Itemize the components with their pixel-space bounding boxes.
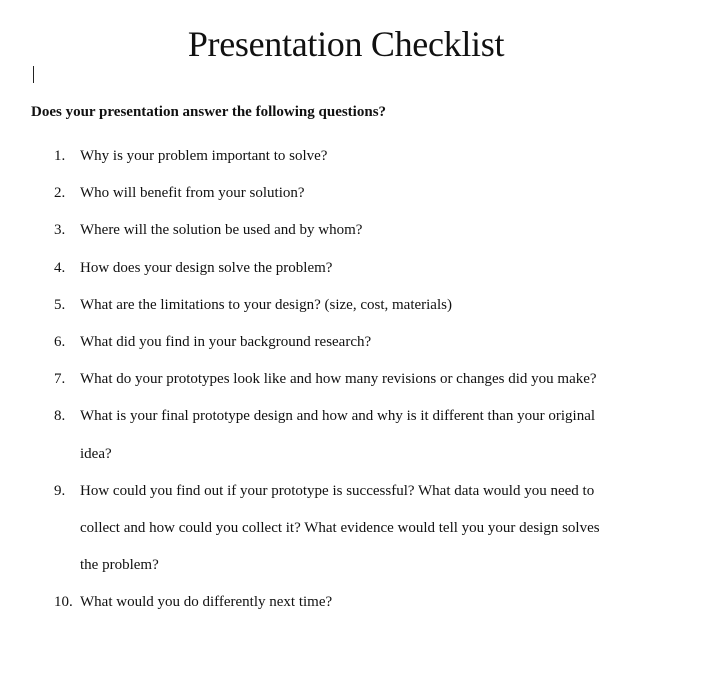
question-number: 2.: [54, 185, 66, 202]
question-item: [0, 138, 712, 175]
question-list: [0, 138, 712, 622]
question-text: How could you find out if your prototype is successful? What data would you need to: [80, 482, 595, 499]
question-number: 3.: [54, 222, 66, 239]
question-item: [0, 175, 712, 212]
question-item: [0, 473, 712, 585]
question-item: [0, 398, 712, 472]
question-item: [0, 250, 712, 287]
question-text: What is your final prototype design and how and why is it different than your original: [80, 408, 596, 425]
question-text: Who will benefit from your solution?: [80, 185, 305, 202]
question-text: idea?: [80, 445, 112, 462]
question-number: 4.: [54, 259, 66, 276]
question-number: 10.: [54, 594, 73, 611]
question-item: [0, 584, 712, 621]
question-number: 9.: [54, 482, 66, 499]
question-item: [0, 361, 712, 398]
question-item: [0, 324, 712, 361]
question-text: What would you do differently next time?: [80, 594, 333, 611]
question-number: 6.: [54, 334, 66, 351]
question-text: Why is your problem important to solve?: [80, 148, 328, 164]
question-text: the problem?: [80, 557, 159, 574]
question-number: 8.: [54, 408, 66, 425]
question-item: [0, 212, 712, 249]
section-heading: Does your presentation answer the following questions?: [31, 104, 387, 120]
question-number: 5.: [54, 296, 66, 313]
question-number: 7.: [54, 371, 66, 388]
question-item: [0, 287, 712, 324]
question-text: collect and how could you collect it? What evidence would tell you your design solves: [80, 520, 600, 537]
document-title: Presentation Checklist: [187, 24, 505, 64]
question-text: What are the limitations to your design? (size, cost, materials): [80, 296, 452, 313]
question-text: How does your design solve the problem?: [80, 259, 333, 276]
question-text: Where will the solution be used and by whom?: [80, 222, 363, 239]
question-number: 1.: [54, 148, 66, 164]
question-text: What did you find in your background research?: [80, 334, 372, 351]
text-cursor: [33, 66, 34, 83]
question-text: What do your prototypes look like and how many revisions or changes did you make?: [80, 371, 597, 388]
